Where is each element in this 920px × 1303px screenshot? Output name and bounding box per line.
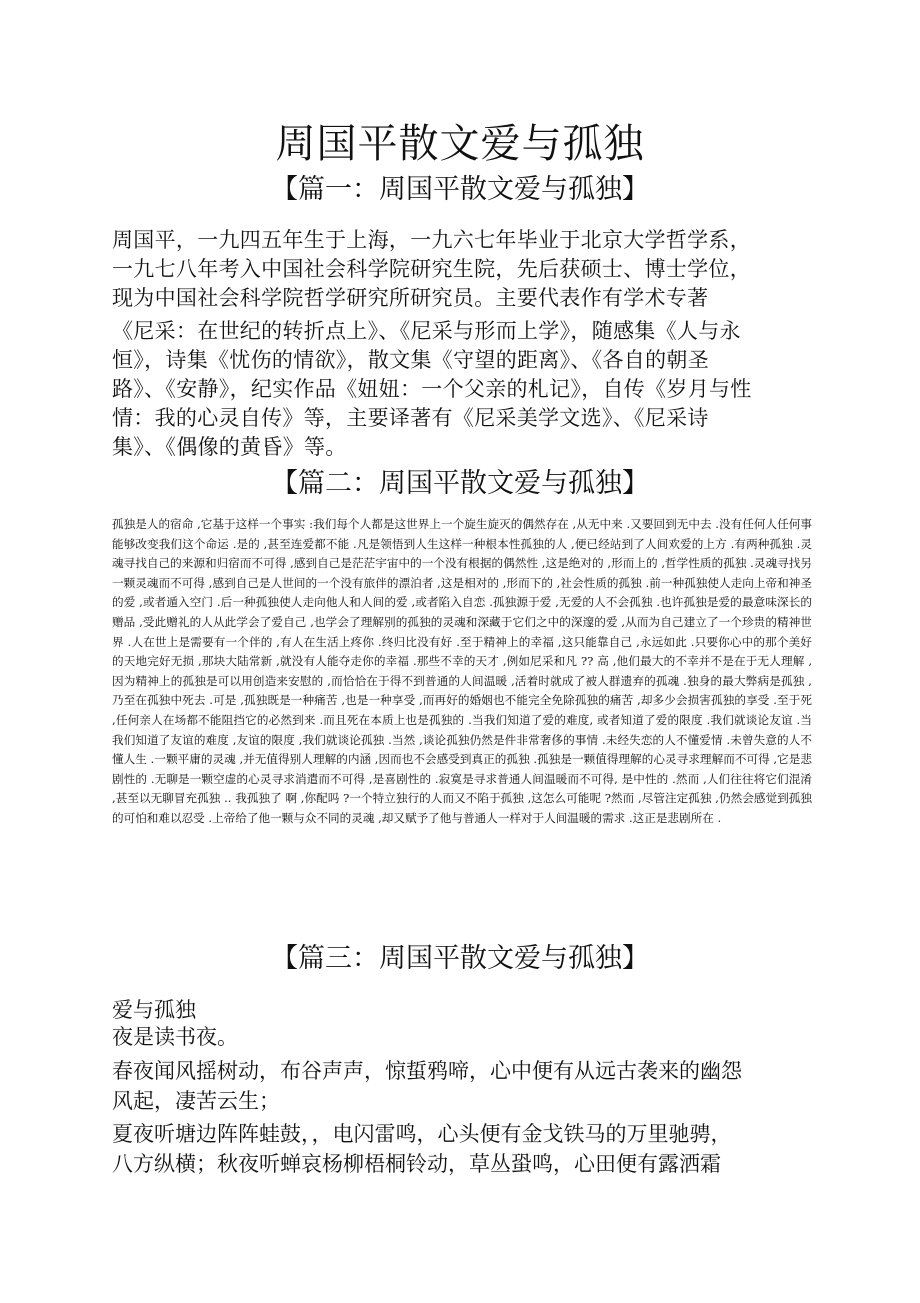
section-1-paragraph-2: 《尼采：在世纪的转折点上》、《尼采与形而上学》，随感集《人与永恒》，诗集《忧伤的情欲》，散文集《守望的距离》、《各自的朝圣路》、《安静》，纪实作品《妞妞：一个父亲的札记》，自传《岁月与性情：我的心灵自传》等，主要译著有《尼采美学文选》、《尼采诗集》、《偶像的黄昏》等。: [112, 319, 752, 459]
section-3-paragraph-2: 夏夜听塘边阵阵蛙鼓，，电闪雷鸣，心头便有金戈铁马的万里驰骋，八方纵横；秋夜听蝉哀杨柳梧桐铃动，草丛蛩鸣，心田便有露洒霜: [112, 1122, 732, 1176]
section-2-body: 孤独是人的宿命 ,它基于这样一个事实 :我们每个人都是这世界上一个旋生旋灭的偶然存在 ,从无中来 .又要回到无中去 .没有任何人任何事能够改变我们这个命运 .是的 ,甚至连爱都不能 .凡是领悟到人生这样一种根本性孤独的人 ,便已经站到了人间欢爱的上方 .有两种孤独 .灵魂寻找自己的来源和归宿而不可得 ,感到自己是茫茫宇宙中的一个没有根据的偶然性 ,这是绝对的 ,形而上的 ,哲学性质的孤独 .灵魂寻找另一颗灵魂而不可得 ,感到自己是人世间的一个没有旅伴的漂泊者 ,这是相对的 ,形而下的 ,社会性质的孤独 .前一种孤独使人走向上帝和神圣的爱 ,或者遁入空门 .后一种孤独使人走向他人和人间的爱 ,或者陷入自恋 .孤独源于爱 ,无爱的人不会孤独 .也许孤独是爱的最意味深长的赠品 ,受此赠礼的人从此学会了爱自己 ,也学会了理解别的孤独的灵魂和深藏于它们之中的深邃的爱 ,从而为自己建立了一个珍贵的精神世界 .人在世上是需要有一个伴的 ,有人在生活上疼你 .终归比没有好 .至于精神上的幸福 ,这只能靠自己 ,永远如此 .只要你心中的那个美好的天地完好无损 ,那块大陆常新 ,就没有人能夺走你的幸福 .那些不幸的天才 ,例如尼采和凡 ?? 高 ,他们最大的不幸并不是在于无人理解 ,因为精神上的孤独是可以用创造来安慰的 ,而恰恰在于得不到普通的人间温暖 ,活着时就成了被人群遗弃的孤魂 .独身的最大弊病是孤独 ,乃至在孤独中死去 .可是 ,孤独既是一种痛苦 ,也是一种享受 ,而再好的婚姻也不能完全免除孤独的痛苦 ,却多少会损害孤独的享受 .至于死 ,任何亲人在场都不能阻挡它的必然到来 .而且死在本质上也是孤独的 .当我们知道了爱的难度, 或者知道了爱的限度 .我们就谈论友谊 .当我们知道了友谊的难度 ,友谊的限度 ,我们就谈论孤独 .当然 ,谈论孤独仍然是件非常奢侈的事情 .未经失恋的人不懂爱情 .未曾失意的人不懂人生 .一颗平庸的灵魂 ,并无值得别人理解的内涵 ,因而也不会感受到真正的孤独 .孤独是一颗值得理解的心灵寻求理解而不可得 ,它是悲剧性的 .无聊是一颗空虚的心灵寻求消遣而不可得 ,是喜剧性的 .寂寞是寻求普通人间温暖而不可得, 是中性的 .然而 ,人们往往将它们混淆 ,甚至以无聊冒充孤独 .. 我孤独了 啊 ,你配吗 ?一个特立独行的人而又不陷于孤独 ,这怎么可能呢 ?然而 ,尽管注定孤独 ,仍然会感觉到孤独的可怕和难以忍受 .上帝给了他一颗与众不同的灵魂 ,却又赋予了他与普通人一样对于人间温暖的需求 .这正是悲剧所在 .: [112, 517, 812, 825]
section-3-paragraph-1: 春夜闻风摇树动，布谷声声，惊蜇鸦啼，心中便有从远古袭来的幽怨风起，凄苦云生；: [112, 1059, 742, 1113]
document-title: 周国平散文爱与孤独: [275, 121, 645, 167]
section-1-paragraph-1: 周国平，一九四五年生于上海，一九六七年毕业于北京大学哲学系，一九七八年考入中国社会科学院研究生院，先后获硕士、博士学位，现为中国社会科学院哲学研究所研究员。主要代表作有学术专著: [112, 228, 751, 310]
section-3-subtitle: 爱与孤独: [112, 998, 196, 1022]
section-1-heading: 【篇一：周国平散文爱与孤独】: [271, 174, 649, 205]
section-3-line: 夜是读书夜。: [112, 1025, 238, 1049]
section-2-heading: 【篇二：周国平散文爱与孤独】: [271, 468, 649, 499]
section-3-heading: 【篇三：周国平散文爱与孤独】: [271, 943, 649, 974]
